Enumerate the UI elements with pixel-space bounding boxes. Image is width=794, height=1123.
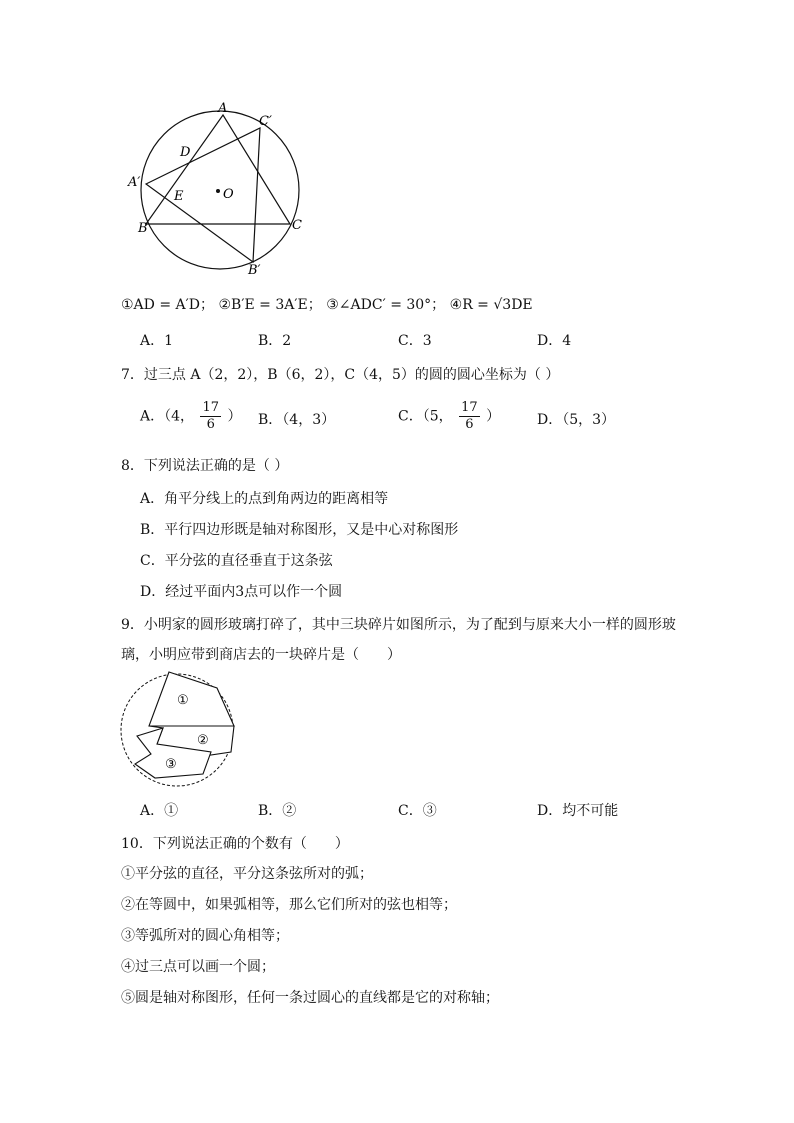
label-o: O xyxy=(223,187,234,202)
q9-option-d[interactable]: D．均不可能 xyxy=(537,803,619,819)
q7-a-fraction xyxy=(200,400,221,433)
q6-option-c[interactable]: C．3 xyxy=(398,333,432,349)
q6-statements xyxy=(121,296,533,314)
q7-a-prefix: A．（4， xyxy=(140,408,195,425)
q10-item-3: ③等弧所对的圆心角相等； xyxy=(121,928,289,944)
q8-option-d[interactable]: D．经过平面内3点可以作一个圆 xyxy=(140,584,343,600)
q6-statement-4: ④R = √3DE xyxy=(449,297,533,313)
piece-label-3: ③ xyxy=(165,757,177,772)
q6-option-a[interactable]: A．1 xyxy=(140,333,174,349)
q7-option-a[interactable] xyxy=(140,400,241,433)
label-b-prime: B′ xyxy=(248,263,261,278)
q8-option-c[interactable]: C．平分弦的直径垂直于这条弦 xyxy=(140,553,333,569)
q9-option-a[interactable]: A．① xyxy=(140,803,179,819)
q7-a-suffix: ） xyxy=(227,408,242,425)
q8-stem: 8．下列说法正确的是（ ） xyxy=(121,458,289,474)
label-b: B xyxy=(138,221,148,236)
q6-statement-3: ③∠ADC′ = 30°； xyxy=(326,297,446,313)
q7-option-c[interactable] xyxy=(398,400,500,433)
q7-a-numerator: 17 xyxy=(202,400,220,415)
q6-option-d[interactable]: D．4 xyxy=(537,333,572,349)
circle-triangle-figure xyxy=(120,98,320,278)
q7-c-denominator: 6 xyxy=(465,417,474,432)
q10-item-4: ④过三点可以画一个圆； xyxy=(121,959,275,975)
q8-option-a[interactable]: A．角平分线上的点到角两边的距离相等 xyxy=(140,491,389,507)
label-e: E xyxy=(174,189,184,204)
q9-stem-line-1: 9．小明家的圆形玻璃打碎了，其中三块碎片如图所示，为了配到与原来大小一样的圆形玻 xyxy=(121,617,676,633)
q10-item-1: ①平分弦的直径，平分这条弦所对的弧； xyxy=(121,866,373,882)
q7-stem: 7．过三点 A（2，2），B（6，2），C（4，5）的圆的圆心坐标为（ ） xyxy=(121,367,560,383)
piece-label-2: ② xyxy=(197,733,209,748)
label-a-prime: A′ xyxy=(128,175,141,190)
q6-statement-1: ①AD = A′D； xyxy=(121,297,215,313)
q10-item-5: ⑤圆是轴对称图形，任何一条过圆心的直线都是它的对称轴； xyxy=(121,990,499,1006)
piece-1 xyxy=(149,672,234,726)
q9-option-b[interactable]: B．② xyxy=(258,803,297,819)
q9-stem-line-2: 璃，小明应带到商店去的一块碎片是（ ） xyxy=(121,647,401,663)
q7-option-d[interactable]: D．（5，3） xyxy=(537,412,616,428)
label-c-prime: C′ xyxy=(259,114,272,129)
q6-statement-2: ②B′E = 3A′E； xyxy=(218,297,322,313)
q9-option-c[interactable]: C．③ xyxy=(398,803,437,819)
q7-c-prefix: C．（5， xyxy=(398,408,453,425)
q7-a-denominator: 6 xyxy=(206,417,215,432)
label-c: C xyxy=(292,218,302,233)
q10-stem: 10．下列说法正确的个数有（ ） xyxy=(121,836,349,852)
label-a: A xyxy=(218,101,228,116)
q6-option-b[interactable]: B．2 xyxy=(258,333,292,349)
q7-c-numerator: 17 xyxy=(461,400,478,415)
q7-c-fraction xyxy=(459,400,480,433)
center-point xyxy=(216,189,220,193)
q7-c-suffix: ） xyxy=(486,408,501,425)
q10-item-2: ②在等圆中，如果弧相等，那么它们所对的弦也相等； xyxy=(121,897,457,913)
q7-option-b[interactable]: B．（4，3） xyxy=(258,412,336,428)
q8-option-b[interactable]: B．平行四边形既是轴对称图形，又是中心对称图形 xyxy=(140,522,459,538)
label-d: D xyxy=(180,145,191,160)
piece-label-1: ① xyxy=(177,693,189,708)
broken-glass-figure xyxy=(115,668,241,794)
circumcircle xyxy=(141,111,299,269)
